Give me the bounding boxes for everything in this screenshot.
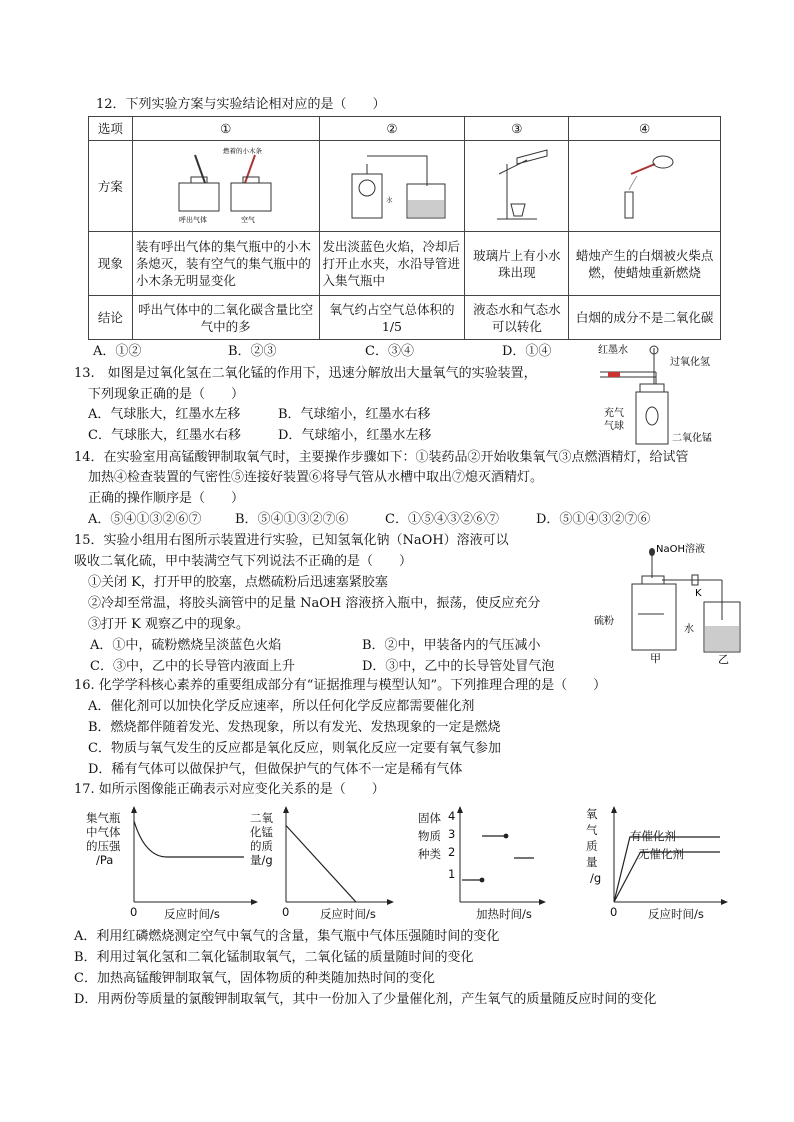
q16-stem: 16. 化学学科核心素养的重要组成部分有“证据推理与模型认知”。下列推理合理的是（ ） [74,678,607,693]
q13-option-b: B．气球缩小，红墨水右移 [278,407,431,422]
q14-option-a: A．⑤④①③②⑥⑦ [88,512,202,527]
q13-option-c: C．气球胀大，红墨水右移 [88,428,241,443]
q12-option-c: C．③④ [365,344,414,359]
q17-option-d: D．用两份等质量的氯酸钾制取氧气，其中一份加入了少量催化剂，产生氧气的质量随反应时间的变化 [74,992,657,1007]
chart-b [250,806,400,924]
chart-c [418,806,550,924]
q14-option-c: C．①⑤④③②⑥⑦ [385,512,499,527]
exhale-label: 呼出气体 [178,216,207,224]
chart-c-point-1 [480,878,485,883]
q16-option-c: C．物质与氧气发生的反应都是氧化反应，则氧化反应一定要有氧气参加 [88,741,501,756]
chart-d-ylabel-5: /g [590,871,602,885]
chart-b-ylabel-1: 二氧 [250,811,273,825]
header-2: ② [319,117,465,141]
q15-step-2: ②冷却至常温，将胶头滴管中的足量 NaOH 溶液挤入瓶中，振荡，使反应充分 [88,596,541,611]
chart-a-ylabel-1: 集气瓶 [86,811,121,825]
row-label-conclusion: 结论 [89,296,133,340]
chart-c-point-2 [504,834,509,839]
water-label: 水 [385,196,393,204]
row-label-phenomenon: 现象 [89,232,133,296]
chart-d-xlabel: 反应时间/s [648,907,704,921]
sulfur-label: 硫粉 [594,616,614,627]
conclusion-3: 液态水和气态水可以转化 [465,296,569,340]
q15-step-1: ①关闭 K，打开甲的胶塞，点燃硫粉后迅速塞紧胶塞 [88,575,388,590]
q15-option-c: C．③中，乙中的长导管内液面上升 [90,659,295,674]
q15-stem-1: 15．实验小组用右图所示装置进行实验，已知氢氧化钠（NaOH）溶液可以 [74,533,509,548]
phenomenon-4: 蜡烛产生的白烟被火柴点燃，使蜡烛重新燃烧 [569,232,721,296]
header-option: 选项 [89,117,133,141]
chart-a-ylabel-3: 的压强 [86,839,121,853]
chart-d-legend-catalyst: 有催化剂 [630,829,676,843]
chart-c-ytick-1: 1 [448,867,456,881]
bottles-stick-figure [171,143,281,225]
yi-label: 乙 [718,653,729,665]
phosphorus-apparatus-figure [332,144,452,224]
chart-d-no-catalyst-line [614,852,720,902]
q17-option-b: B．利用过氧化氢和二氧化锰制取氧气，二氧化锰的质量随时间的变化 [74,950,474,965]
balloon-label-2: 气球 [604,421,624,432]
k-label: K [695,588,702,599]
q16-option-b: B．燃烧都伴随着发光、发热现象，所以有发光、发热现象的一定是燃烧 [88,720,501,735]
row-label-plan: 方案 [89,141,133,232]
chart-c-ylabel-1: 固体 [418,811,441,825]
candle-figure [605,144,685,224]
chart-b-mass-line [286,826,356,903]
chart-d-ylabel-4: 量 [586,855,598,869]
q15-apparatus-figure [592,540,764,665]
q14-stem-1: 14．在实验室用高锰酸钾制取氧气时，主要操作步骤如下：①装药品②开始收集氧气③点燃酒精灯，给试管 [74,450,689,465]
q15-step-3: ③打开 K 观察乙中的现象。 [88,617,249,632]
h2o2-label: 过氧化氢 [670,357,710,368]
header-3: ③ [465,117,569,141]
chart-d-ylabel-2: 气 [586,823,598,837]
phenomenon-2: 发出淡蓝色火焰，冷却后打开止水夹，水沿导管进入集气瓶中 [319,232,465,296]
plan-2-figure [319,141,465,232]
plan-1-figure [132,141,319,232]
stick-label: 燃着的小木条 [222,147,262,155]
chart-a-ylabel-4: /Pa [96,853,114,867]
phenomenon-1: 装有呼出气体的集气瓶中的小木条熄灭，装有空气的集气瓶中的小木条无明显变化 [132,232,319,296]
chart-c-ylabel-2: 物质 [418,829,441,843]
chart-d-ylabel-3: 质 [586,839,598,853]
chart-d [584,804,734,924]
chart-c-ytick-4: 4 [448,809,456,823]
chart-c-xlabel: 加热时间/s [476,907,532,921]
chart-a-origin: 0 [130,905,138,919]
q17-option-a: A．利用红磷燃烧测定空气中氧气的含量，集气瓶中气体压强随时间的变化 [74,929,500,944]
q13-stem-2: 下列现象正确的是（ ） [88,387,245,402]
q12-stem: 12．下列实验方案与实验结论相对应的是（ ） [96,97,386,112]
q15-option-b: B．②中，甲装备内的气压减小 [362,638,541,653]
chart-d-origin: 0 [610,905,618,919]
jia-label: 甲 [650,652,661,665]
q14-option-d: D．⑤①④③②⑦⑥ [536,512,651,527]
q12-option-a: A．①② [93,344,142,359]
conclusion-1: 呼出气体中的二氧化碳含量比空气中的多 [132,296,319,340]
q14-stem-3: 正确的操作顺序是（ ） [88,491,245,506]
mno2-label: 二氧化锰 [672,433,712,444]
chart-d-legend-no-catalyst: 无催化剂 [638,847,684,861]
q15-option-a: A．①中，硫粉燃烧呈淡蓝色火焰 [90,638,282,653]
q16-option-a: A．催化剂可以加快化学反应速率，所以任何化学反应都需要催化剂 [88,699,475,714]
q13-stem-1: 13. 如图是过氧化氢在二氧化锰的作用下，迅速分解放出大量氧气的实验装置， [74,366,537,381]
q16-option-d: D．稀有气体可以做保护气，但做保护气的气体不一定是稀有气体 [88,762,463,777]
chart-d-ylabel-1: 氧 [586,807,598,821]
q17-stem: 17. 如所示图像能正确表示对应变化关系的是（ ） [74,782,385,797]
ink-label: 红墨水 [598,345,628,356]
q12-option-d: D．①④ [502,344,552,359]
naoh-label: NaOH溶液 [656,544,705,555]
chart-a-xlabel: 反应时间/s [164,907,220,921]
chart-d-catalyst-line [614,837,720,902]
chart-c-ytick-3: 3 [448,827,456,841]
phenomenon-3: 玻璃片上有小水珠出现 [465,232,569,296]
conclusion-4: 白烟的成分不是二氧化碳 [569,296,721,340]
glass-plate-figure [477,144,557,224]
chart-b-ylabel-4: 量/g [250,853,273,867]
chart-b-origin: 0 [282,905,290,919]
water-label: 水 [684,624,694,635]
chart-b-xlabel: 反应时间/s [320,907,376,921]
q17-option-c: C．加热高锰酸钾制取氧气，固体物质的种类随加热时间的变化 [74,971,435,986]
q14-option-b: B．⑤④①③②⑦⑥ [235,512,349,527]
chart-b-ylabel-2: 化锰 [250,825,273,839]
plan-4-figure [569,141,721,232]
header-4: ④ [569,117,721,141]
q15-option-d: D．③中，乙中的长导管处冒气泡 [362,659,555,674]
q14-stem-2: 加热④检查装置的气密性⑤连接好装置⑥将导气管从水槽中取出⑦熄灭酒精灯。 [88,470,544,485]
q12-option-b: B．②③ [228,344,277,359]
air-label: 空气 [240,216,255,224]
chart-a-pressure-curve [134,821,244,857]
chart-c-ytick-2: 2 [448,845,456,859]
chart-b-ylabel-3: 的质 [250,839,273,853]
q15-stem-2: 吸收二氧化硫，甲中装满空气下列说法不正确的是（ ） [74,554,413,569]
q12-table [88,116,721,340]
chart-c-ylabel-3: 种类 [418,847,441,861]
conclusion-2: 氧气约占空气总体积的1/5 [319,296,465,340]
q13-apparatus-figure [596,342,746,448]
q13-option-d: D．气球缩小，红墨水左移 [278,428,432,443]
chart-a [86,806,266,924]
chart-a-ylabel-2: 中气体 [86,825,121,839]
header-1: ① [132,117,319,141]
plan-3-figure [465,141,569,232]
q13-option-a: A．气球胀大，红墨水左移 [88,407,241,422]
balloon-label-1: 充气 [604,408,624,419]
